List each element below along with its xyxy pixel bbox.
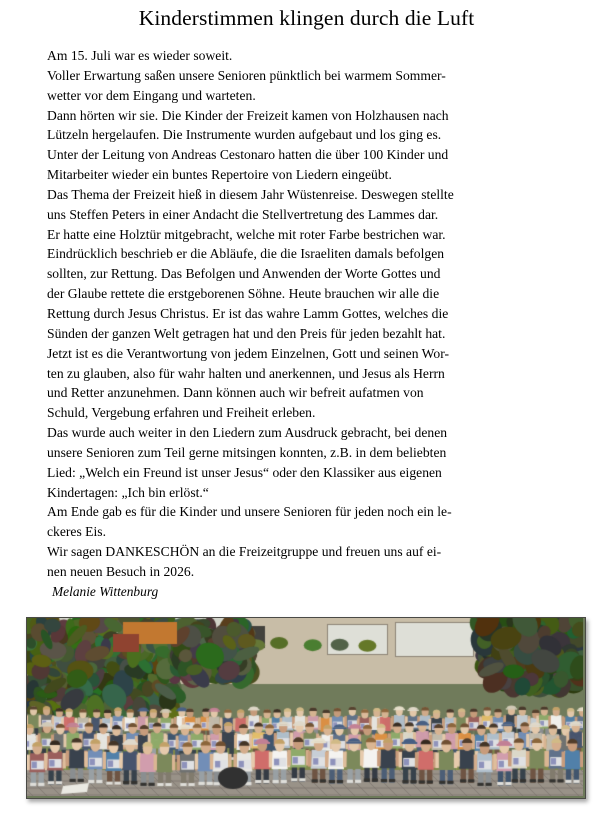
body-line: Dann hörten wir sie. Die Kinder der Freizeit kamen von Holzhausen nach [47, 107, 449, 123]
body-line: Am 15. Juli war es wieder soweit. [47, 48, 233, 63]
body-line: Eindrücklich beschrieb er die Abläufe, die die Israeliten damals befolgen [47, 246, 445, 262]
body-line: uns Steffen Peters in einer Andacht die Stellvertretung des Lammes dar. [47, 206, 439, 222]
body-line: Mitarbeiter wieder ein buntes Repertoire von Liedern eingeübt. [47, 167, 392, 183]
body-line: Voller Erwartung saßen unsere Senioren pünktlich bei warmem Sommer- [47, 67, 446, 83]
body-line: Am Ende gab es für die Kinder und unsere Senioren für jeden noch ein le- [47, 504, 452, 520]
body-line: der Glaube rettete die erstgeborenen Söhne. Heute brauchen wir alle die [47, 286, 440, 302]
body-line: Lützeln hergelaufen. Die Instrumente wurden aufgebaut und los ging es. [47, 127, 442, 143]
body-line: sollten, zur Rettung. Das Befolgen und Anwenden der Worte Gottes und [47, 266, 441, 282]
article-byline: Melanie Wittenburg [52, 583, 159, 599]
page-title: Kinderstimmen klingen durch die Luft [138, 6, 475, 30]
body-line: und Retter anzunehmen. Dann können auch wir befreit aufatmen von [47, 385, 424, 401]
body-line: Unter der Leitung von Andreas Cestonaro hatten die über 100 Kinder und [47, 147, 449, 163]
body-line: Schuld, Vergebung erfahren und Freiheit erleben. [47, 405, 316, 421]
body-line: Er hatte eine Holztür mitgebracht, welche mit roter Farbe bestrichen war. [47, 226, 446, 242]
body-line: wetter vor dem Eingang und warteten. [47, 87, 256, 103]
body-line: Lied: „Welch ein Freund ist unser Jesus“ oder den Klassiker aus eigenen [47, 464, 442, 480]
body-line: ten zu glauben, also für wahr halten und anerkennen, und Jesus als Herrn [47, 365, 445, 381]
body-line: Jetzt ist es die Verantwortung von jedem Einzelnen, Gott und seinen Wor- [47, 345, 450, 361]
body-line: ckeres Eis. [47, 524, 106, 540]
body-line: unsere Senioren zum Teil gerne mitsingen konnten, z.B. in dem beliebten [47, 444, 447, 460]
body-line: nen neuen Besuch in 2026. [47, 563, 195, 579]
group-photo [26, 617, 586, 799]
article-body [47, 46, 577, 602]
body-line: Kindertagen: „Ich bin erlöst.“ [47, 484, 209, 500]
body-line: Rettung durch Jesus Christus. Er ist das wahre Lamm Gottes, welches die [47, 305, 449, 321]
body-line: Sünden der ganzen Welt getragen hat und den Preis für jeden bezahlt hat. [47, 325, 446, 341]
body-line: Das Thema der Freizeit hieß in diesem Jahr Wüstenreise. Deswegen stellte [47, 186, 454, 202]
body-line: Das wurde auch weiter in den Liedern zum Ausdruck gebracht, bei denen [47, 425, 448, 441]
body-line: Wir sagen DANKESCHÖN an die Freizeitgruppe und freuen uns auf ei- [47, 544, 442, 560]
group-photo-image [27, 618, 583, 796]
